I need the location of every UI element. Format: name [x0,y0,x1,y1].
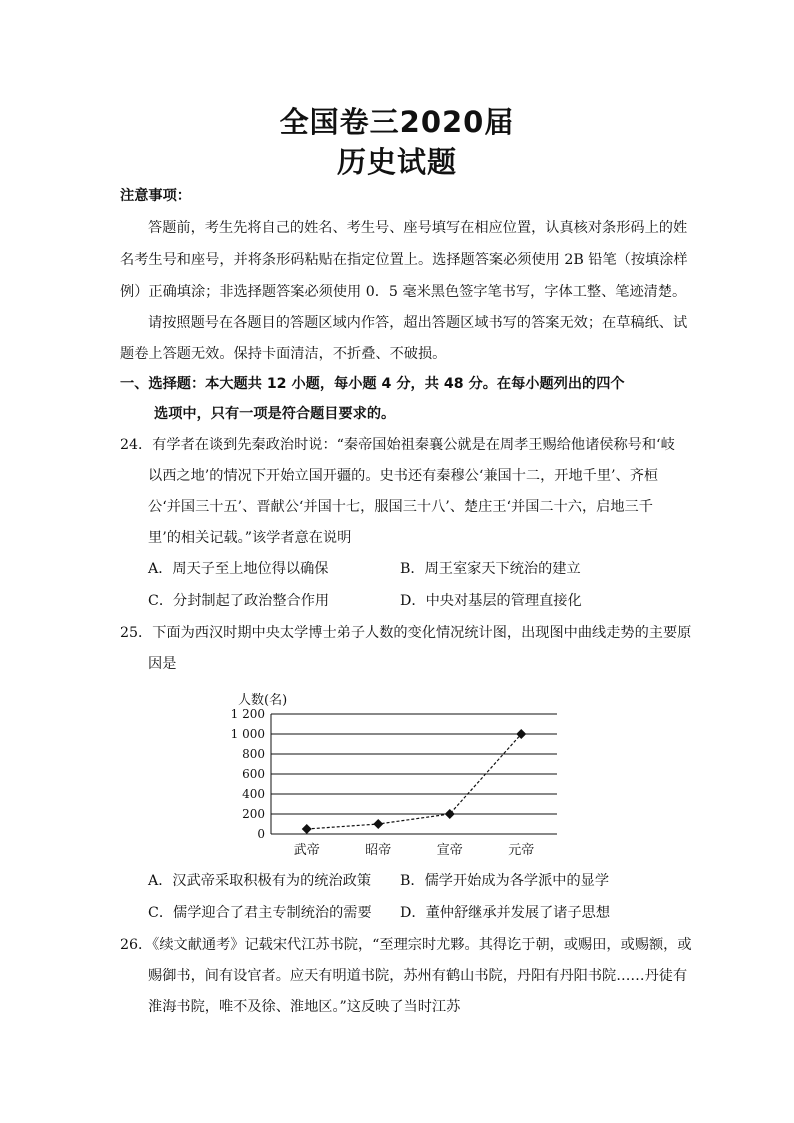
q24-option-d: D．中央对基层的管理直接化 [400,593,582,609]
q24-option-b: B．周王室家天下统治的建立 [400,561,581,577]
chart-gridlines [271,714,557,834]
notice-heading: 注意事项： [120,188,191,204]
q24-stem-line-1: 24．有学者在谈到先秦政治时说：“秦帝国始祖秦襄公就是在周孝王赐给他诸侯称号和‘岐 [120,437,675,453]
exam-title: 全国卷三2020届 [279,105,515,139]
y-tick-label-4: 800 [242,747,265,761]
y-tick-labels [231,707,265,841]
section-heading-line-2: 选项中，只有一项是符合题目要求的。 [154,406,396,422]
series-line [307,734,522,829]
y-tick-label-2: 400 [242,787,265,801]
x-tick-label-3: 元帝 [508,843,535,858]
notice-paragraph-2-line-1: 请按照题号在各题目的答题区域内作答，超出答题区域书写的答案无效；在草稿纸、试 [148,315,688,331]
q25-option-c: C．儒学迎合了君主专制统治的需要 [148,905,372,921]
q26-stem-line-1: 26．《续文献通考》记载宋代江苏书院，“至理宗时尤夥。其得讫于朝，或赐田，或赐额，或 [120,937,692,953]
q26-stem-line-2: 赐御书，间有设官者。应天有明道书院，苏州有鹤山书院，丹阳有丹阳书院……丹徒有 [148,968,688,984]
q25-option-b: B．儒学开始成为各学派中的显学 [400,873,610,889]
q24-stem-line-2: 以西之地’的情况下开始立国开疆的。史书还有秦穆公‘兼国十二，开地千里’、齐桓 [148,468,659,484]
x-tick-label-1: 昭帝 [365,843,392,858]
notice-paragraph-1-line-2: 名考生号和座号，并将条形码粘贴在指定位置上。选择题答案必须使用 2B 铅笔（按填涂样 [120,252,688,268]
y-tick-label-6: 1 200 [230,707,265,721]
data-points [302,729,527,834]
data-point-0 [302,824,312,834]
y-tick-label-0: 0 [257,827,265,841]
notice-paragraph-2-line-2: 题卷上答题无效。保持卡面清洁，不折叠、不破损。 [120,346,447,362]
notice-paragraph-1-line-3: 例）正确填涂；非选择题答案必须使用 0．5 毫米黑色签字笔书写，字体工整、笔迹清楚。 [120,284,687,300]
q25-option-d: D．董仲舒继承并发展了诸子思想 [400,905,611,921]
y-tick-label-1: 200 [242,807,265,821]
notice-paragraph-1-line-1: 答题前，考生先将自己的姓名、考生号、座号填写在相应位置，认真核对条形码上的姓 [148,220,688,236]
y-tick-label-3: 600 [242,767,265,781]
y-axis-label: 人数(名) [238,693,288,708]
q24-stem-line-3: 公‘并国三十五’、晋献公‘并国十七，服国三十八’、楚庄王‘并国二十六，启地三千 [148,499,653,515]
q24-stem-line-4: 里’的相关记载。”该学者意在说明 [148,530,352,546]
exam-subject: 历史试题 [336,145,457,179]
q25-stem-line-1: 25．下面为西汉时期中央太学博士弟子人数的变化情况统计图，出现图中曲线走势的主要原 [120,625,692,641]
data-point-2 [445,809,455,819]
section-heading-line-1: 一、选择题：本大题共 12 小题，每小题 4 分，共 48 分。在每小题列出的四个 [120,376,625,392]
y-tick-label-5: 1 000 [230,727,265,741]
q25-option-a: A．汉武帝采取积极有为的统治政策 [148,873,372,889]
q24-option-c: C．分封制起了政治整合作用 [148,593,330,609]
q26-stem-line-3: 淮海书院，唯不及徐、淮地区。”这反映了当时江苏 [148,999,461,1015]
q25-stem-line-2: 因是 [148,656,177,672]
x-tick-labels [294,842,535,858]
data-point-1 [373,819,383,829]
x-tick-label-0: 武帝 [293,843,320,858]
q24-option-a: A．周天子至上地位得以确保 [148,561,329,577]
x-tick-label-2: 宣帝 [436,843,463,858]
student-count-line-chart [225,688,575,863]
